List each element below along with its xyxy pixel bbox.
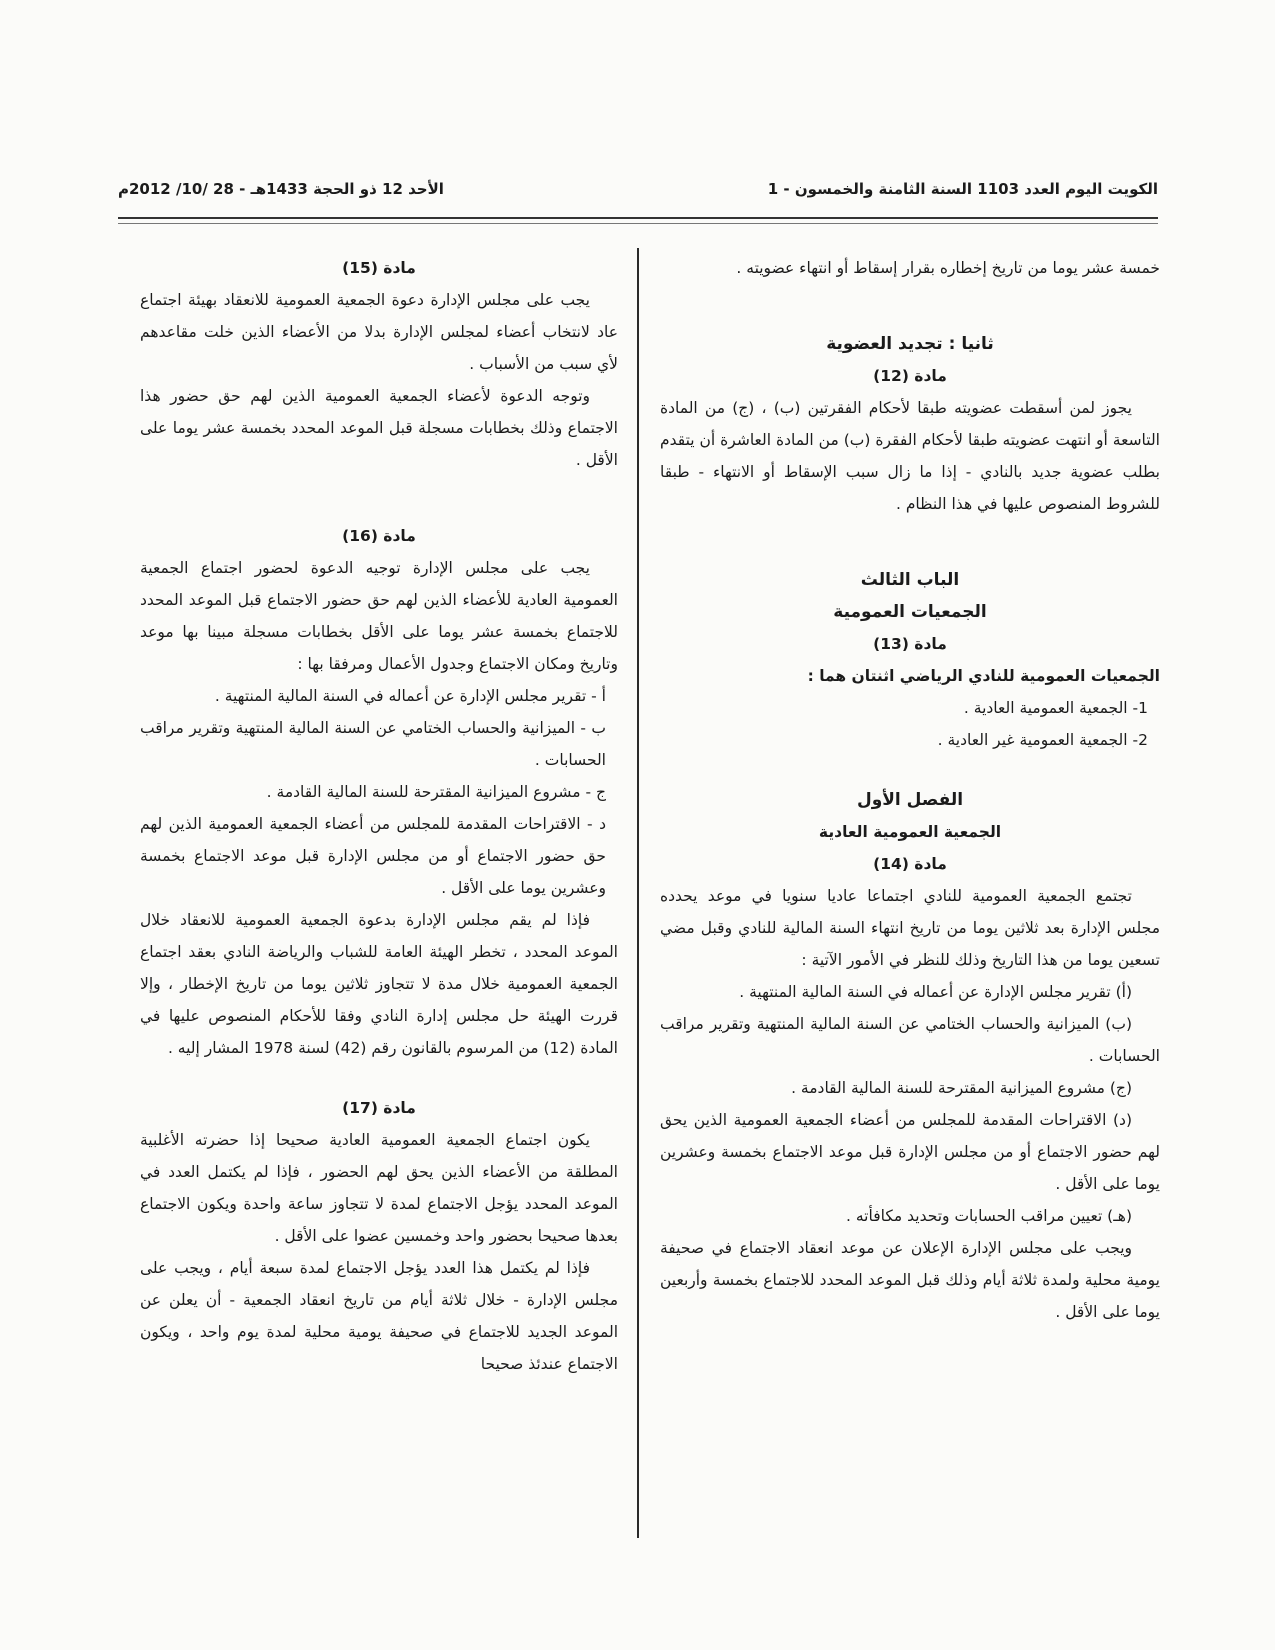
list-item: أ - تقرير مجلس الإدارة عن أعماله في السنة المالية المنتهية . xyxy=(214,687,606,705)
list-item: (د) الاقتراحات المقدمة للمجلس من أعضاء الجمعية العمومية الذين يحق لهم حضور الاجتماع أو من مجلس الإدارة قبل موعد الاجتماع بخمسة وعشرين يوما على الأقل . xyxy=(660,1111,1160,1193)
section-subheading: الجمعية العمومية العادية xyxy=(818,823,1002,841)
chapter-subheading: الجمعيات العمومية xyxy=(833,602,987,622)
header-rule xyxy=(118,217,1158,224)
paragraph: ويجب على مجلس الإدارة الإعلان عن موعد انعقاد الاجتماع في صحيفة يومية محلية ولمدة ثلاثة أيام وذلك قبل الموعد المحدد للاجتماع بخمسة وأربعين يوما على الأقل . xyxy=(660,1239,1160,1321)
article-title: مادة (17) xyxy=(342,1099,416,1117)
list-item: (أ) تقرير مجلس الإدارة عن أعماله في السنة المالية المنتهية . xyxy=(739,983,1132,1001)
list-item: (ب) الميزانية والحساب الختامي عن السنة المالية المنتهية وتقرير مراقب الحسابات . xyxy=(660,1015,1160,1065)
article-body: تجتمع الجمعية العمومية للنادي اجتماعا عاديا سنويا في موعد يحدده مجلس الإدارة بعد ثلاثين يوما من تاريخ انتهاء السنة المالية للنادي وقبل مضي تسعين يوما من هذا التاريخ وذلك للنظر في الأمور الآتية : xyxy=(660,887,1160,969)
article-intro: الجمعيات العمومية للنادي الرياضي اثنتان هما : xyxy=(807,667,1160,685)
section-heading: الفصل الأول xyxy=(856,790,964,810)
paragraph: يكون اجتماع الجمعية العمومية العادية صحيحا إذا حضرته الأغلبية المطلقة من الأعضاء الذين يحق لهم الحضور ، فإذا لم يكتمل العدد في الموعد المحدد يؤجل الاجتماع لمدة لا تتجاوز ساعة واحدة ويكون الاجتماع بعدها صحيحا بحضور واحد وخمسين عضوا على الأقل . xyxy=(140,1131,618,1245)
right-column xyxy=(660,252,1160,1328)
paragraph: وتوجه الدعوة لأعضاء الجمعية العمومية الذين لهم حق حضور هذا الاجتماع وذلك بخطابات مسجلة قبل الموعد المحدد بخمسة عشر يوما على الأقل . xyxy=(140,387,618,469)
list-item: 2- الجمعية العمومية غير العادية . xyxy=(937,731,1148,749)
list-item: د - الاقتراحات المقدمة للمجلس من أعضاء الجمعية العمومية الذين لهم حق حضور الاجتماع أو من مجلس الإدارة قبل موعد الاجتماع بخمسة وعشرين يوما على الأقل . xyxy=(140,815,606,897)
article-title: مادة (15) xyxy=(342,259,416,277)
gazette-issue-info: الكويت اليوم العدد 1103 السنة الثامنة والخمسون - 1 xyxy=(767,180,1158,198)
paragraph: فإذا لم يكتمل هذا العدد يؤجل الاجتماع لمدة سبعة أيام ، ويجب على مجلس الإدارة - خلال ثلاثة أيام من تاريخ انعقاد الجمعية - أن يعلن عن الموعد الجديد للاجتماع في صحيفة يومية محلية لمدة يوم واحد ، ويكون الاجتماع عندئذ صحيحا xyxy=(140,1259,618,1373)
article-title: مادة (13) xyxy=(873,635,947,653)
paragraph: يجب على مجلس الإدارة توجيه الدعوة لحضور اجتماع الجمعية العمومية العادية للأعضاء الذين لهم حق حضور الاجتماع قبل الموعد المحدد للاجتماع بخمسة عشر يوما على الأقل بخطابات مسجلة مبينا بها موعد وتاريخ ومكان الاجتماع وجدول الأعمال ومرفقا بها : xyxy=(140,559,618,673)
article-body: يجوز لمن أسقطت عضويته طبقا لأحكام الفقرتين (ب) ، (ج) من المادة التاسعة أو انتهت عضويته طبقا لأحكام الفقرة (ب) من المادة العاشرة أن يتقدم بطلب عضوية جديد بالنادي - إذا ما زال سبب الإسقاط أو الانتهاء - طبقا للشروط المنصوص عليها في هذا النظام . xyxy=(660,399,1160,513)
page-header xyxy=(118,176,1158,206)
list-item: ب - الميزانية والحساب الختامي عن السنة المالية المنتهية وتقرير مراقب الحسابات . xyxy=(140,719,606,769)
list-item: (هـ) تعيين مراقب الحسابات وتحديد مكافأته . xyxy=(846,1207,1132,1225)
article-title: مادة (14) xyxy=(873,855,947,873)
chapter-heading: الباب الثالث xyxy=(860,570,960,590)
list-item: 1- الجمعية العمومية العادية . xyxy=(963,699,1148,717)
paragraph: فإذا لم يقم مجلس الإدارة بدعوة الجمعية العمومية للانعقاد خلال الموعد المحدد ، تخطر الهيئة العامة للشباب والرياضة النادي بعقد اجتماع الجمعية العمومية خلال مدة لا تتجاوز ثلاثين يوما من تاريخ الإخطار ، وإلا قررت الهيئة حل مجلس إدارة النادي وفقا للأحكام المنصوص عليها في المادة (12) من المرسوم بالقانون رقم (42) لسنة 1978 المشار إليه . xyxy=(140,911,618,1057)
article-title: مادة (12) xyxy=(873,367,947,385)
list-item: ج - مشروع الميزانية المقترحة للسنة المالية القادمة . xyxy=(266,783,606,801)
section-heading: ثانيا : تجديد العضوية xyxy=(826,334,994,354)
column-divider xyxy=(637,248,639,1538)
list-item: (ج) مشروع الميزانية المقترحة للسنة المالية القادمة . xyxy=(791,1079,1132,1097)
gazette-date: الأحد 12 ذو الحجة 1433هـ - 28 /10/ 2012م xyxy=(118,180,444,198)
left-column xyxy=(140,252,618,1380)
article-title: مادة (16) xyxy=(342,527,416,545)
paragraph: خمسة عشر يوما من تاريخ إخطاره بقرار إسقاط أو انتهاء عضويته . xyxy=(736,259,1160,277)
paragraph: يجب على مجلس الإدارة دعوة الجمعية العمومية للانعقاد بهيئة اجتماع عاد لانتخاب أعضاء لمجلس الإدارة بدلا من الأعضاء الذين خلت مقاعدهم لأي سبب من الأسباب . xyxy=(140,291,618,373)
